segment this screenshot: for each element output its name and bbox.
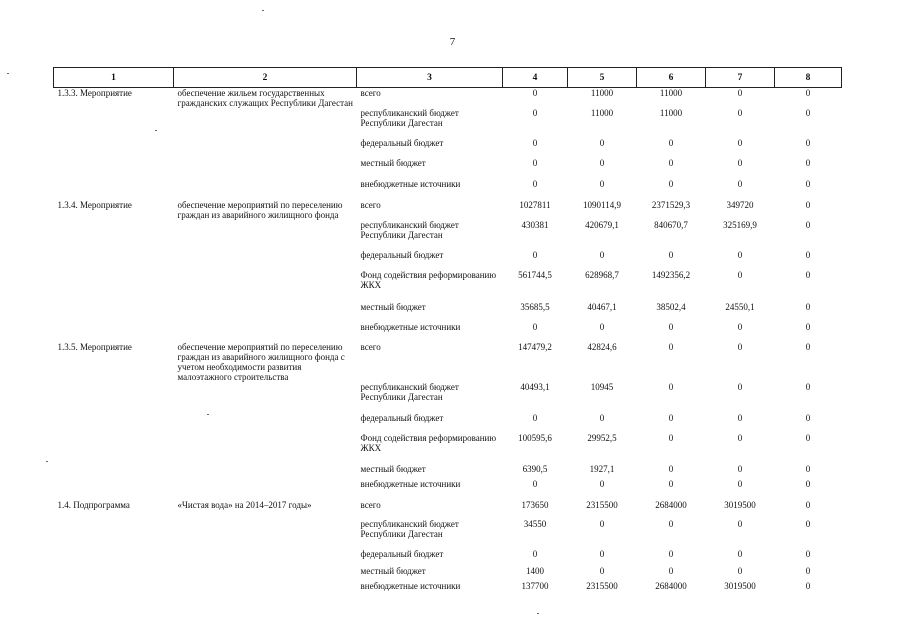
value-col-4: 430381 [521, 220, 549, 230]
value-col-6: 0 [668, 549, 674, 559]
value-col-6: 0 [668, 138, 674, 148]
page-number: 7 [449, 36, 456, 48]
item-number [54, 250, 174, 270]
column-header-4: 4 [503, 68, 568, 88]
item-description [174, 479, 357, 500]
value-col-6: 2684000 [655, 500, 687, 510]
item-description [174, 220, 357, 250]
item-description [174, 581, 357, 596]
value-col-4: 0 [532, 549, 538, 559]
value-col-6: 38502,4 [656, 302, 686, 312]
funding-source: федеральный бюджет [360, 250, 444, 260]
table-row [54, 382, 842, 413]
value-col-8: 0 [805, 108, 811, 118]
value-col-4: 173650 [521, 500, 549, 510]
table-row [54, 433, 842, 464]
value-col-4: 0 [532, 88, 538, 98]
funding-source: Фонд содействия реформированию ЖКХ [360, 270, 497, 290]
value-col-8: 0 [805, 581, 811, 591]
value-col-7: 0 [737, 158, 743, 168]
value-col-5: 628968,7 [585, 270, 619, 280]
funding-source: местный бюджет [360, 566, 426, 576]
item-number [54, 108, 174, 138]
item-number: 1.3.4. Мероприятие [57, 200, 132, 210]
scan-speck [7, 73, 9, 74]
funding-source: федеральный бюджет [360, 413, 444, 423]
value-col-7: 0 [737, 270, 743, 280]
value-col-6: 0 [668, 158, 674, 168]
value-col-8: 0 [805, 549, 811, 559]
item-description: обеспечение мероприятий по переселению граждан из аварийного жилищного фонда с учетом необходимости развития малоэтажного строительства [177, 342, 345, 382]
funding-source: республиканский бюджет Республики Дагестан [360, 108, 459, 128]
value-col-7: 3019500 [724, 581, 756, 591]
scan-speck [155, 130, 157, 131]
column-header-5: 5 [568, 68, 637, 88]
table-row [54, 479, 842, 500]
item-number [54, 464, 174, 479]
value-col-4: 40493,1 [520, 382, 550, 392]
table-row [54, 88, 842, 109]
value-col-7: 0 [737, 519, 743, 529]
value-col-5: 0 [599, 322, 605, 332]
funding-source: всего [360, 500, 381, 510]
table-row [54, 322, 842, 342]
table-row [54, 138, 842, 158]
value-col-5: 1090114,9 [583, 200, 621, 210]
value-col-8: 0 [805, 519, 811, 529]
value-col-7: 0 [737, 464, 743, 474]
value-col-6: 0 [668, 413, 674, 423]
value-col-4: 35685,5 [520, 302, 550, 312]
item-description [174, 549, 357, 566]
value-col-6: 1492356,2 [651, 270, 691, 280]
value-col-7: 0 [737, 479, 743, 489]
value-col-5: 0 [599, 179, 605, 189]
funding-source: Фонд содействия реформированию ЖКХ [360, 433, 497, 453]
value-col-7: 0 [737, 566, 743, 576]
value-col-8: 0 [805, 200, 811, 210]
column-header-3: 3 [357, 68, 503, 88]
item-number [54, 413, 174, 433]
item-number [54, 270, 174, 302]
item-number [54, 433, 174, 464]
value-col-8: 0 [805, 382, 811, 392]
funding-source: местный бюджет [360, 302, 426, 312]
header-row [54, 68, 842, 88]
value-col-5: 10945 [590, 382, 614, 392]
value-col-7: 0 [737, 382, 743, 392]
value-col-6: 840670,7 [654, 220, 688, 230]
column-header-2: 2 [174, 68, 357, 88]
value-col-5: 0 [599, 250, 605, 260]
table-row [54, 108, 842, 138]
item-number [54, 382, 174, 413]
value-col-7: 0 [737, 108, 743, 118]
table-row [54, 581, 842, 596]
item-number: 1.3.3. Мероприятие [57, 88, 132, 98]
value-col-5: 1927,1 [589, 464, 615, 474]
funding-source: республиканский бюджет Республики Дагестан [360, 220, 459, 240]
value-col-8: 0 [805, 500, 811, 510]
value-col-6: 2684000 [655, 581, 687, 591]
funding-source: внебюджетные источники [360, 322, 461, 332]
value-col-5: 0 [599, 566, 605, 576]
value-col-6: 0 [668, 322, 674, 332]
value-col-5: 0 [599, 138, 605, 148]
scan-speck [537, 613, 539, 614]
value-col-6: 0 [668, 464, 674, 474]
item-number: 1.3.5. Мероприятие [57, 342, 132, 352]
value-col-5: 0 [599, 519, 605, 529]
value-col-6: 2371529,3 [651, 200, 691, 210]
value-col-7: 349720 [726, 200, 754, 210]
value-col-6: 11000 [659, 88, 683, 98]
value-col-8: 0 [805, 220, 811, 230]
value-col-8: 0 [805, 413, 811, 423]
item-number [54, 479, 174, 500]
table-row [54, 270, 842, 302]
value-col-8: 0 [805, 88, 811, 98]
value-col-4: 147479,2 [518, 342, 552, 352]
value-col-7: 3019500 [724, 500, 756, 510]
table-row [54, 342, 842, 382]
item-description [174, 250, 357, 270]
scan-speck [262, 10, 264, 11]
item-description: обеспечение жильем государственных гражданских служащих Республики Дагестан [177, 88, 353, 108]
funding-source: местный бюджет [360, 464, 426, 474]
value-col-7: 0 [737, 322, 743, 332]
value-col-6: 0 [668, 342, 674, 352]
value-col-6: 0 [668, 519, 674, 529]
value-col-5: 0 [599, 549, 605, 559]
funding-source: внебюджетные источники [360, 179, 461, 189]
item-description [174, 519, 357, 549]
value-col-4: 0 [532, 250, 538, 260]
item-description [174, 322, 357, 342]
funding-table [53, 67, 842, 596]
value-col-7: 0 [737, 88, 743, 98]
value-col-4: 0 [532, 108, 538, 118]
value-col-6: 0 [668, 382, 674, 392]
table-row [54, 549, 842, 566]
value-col-4: 0 [532, 179, 538, 189]
funding-source: республиканский бюджет Республики Дагестан [360, 519, 459, 539]
value-col-6: 0 [668, 433, 674, 443]
value-col-7: 24550,1 [725, 302, 755, 312]
value-col-5: 0 [599, 158, 605, 168]
value-col-8: 0 [805, 158, 811, 168]
value-col-5: 2315500 [586, 581, 618, 591]
item-number [54, 220, 174, 250]
table-row [54, 464, 842, 479]
funding-source: внебюджетные источники [360, 479, 461, 489]
column-header-8: 8 [775, 68, 842, 88]
item-description: «Чистая вода» на 2014–2017 годы» [177, 500, 312, 510]
item-number [54, 302, 174, 322]
funding-source: федеральный бюджет [360, 549, 444, 559]
item-number [54, 581, 174, 596]
value-col-5: 0 [599, 479, 605, 489]
value-col-7: 325169,9 [723, 220, 757, 230]
table-row [54, 250, 842, 270]
value-col-7: 0 [737, 138, 743, 148]
value-col-8: 0 [805, 433, 811, 443]
table-row [54, 519, 842, 549]
funding-source: республиканский бюджет Республики Дагестан [360, 382, 459, 402]
value-col-5: 29952,5 [587, 433, 617, 443]
column-header-1: 1 [54, 68, 174, 88]
value-col-4: 6390,5 [522, 464, 548, 474]
value-col-7: 0 [737, 342, 743, 352]
value-col-4: 0 [532, 479, 538, 489]
funding-source: всего [360, 200, 381, 210]
value-col-5: 420679,1 [585, 220, 619, 230]
funding-source: местный бюджет [360, 158, 426, 168]
item-description [174, 566, 357, 581]
funding-source: внебюджетные источники [360, 581, 461, 591]
value-col-8: 0 [805, 250, 811, 260]
value-col-5: 42824,6 [587, 342, 617, 352]
value-col-8: 0 [805, 479, 811, 489]
value-col-7: 0 [737, 433, 743, 443]
table-row [54, 500, 842, 519]
item-description [174, 302, 357, 322]
column-header-7: 7 [706, 68, 775, 88]
value-col-4: 1400 [526, 566, 544, 576]
value-col-5: 2315500 [586, 500, 618, 510]
value-col-8: 0 [805, 270, 811, 280]
item-number [54, 158, 174, 179]
item-description [174, 413, 357, 433]
value-col-6: 0 [668, 479, 674, 489]
value-col-4: 0 [532, 322, 538, 332]
value-col-8: 0 [805, 322, 811, 332]
value-col-8: 0 [805, 342, 811, 352]
value-col-8: 0 [805, 138, 811, 148]
table-row [54, 179, 842, 200]
value-col-4: 0 [532, 158, 538, 168]
value-col-8: 0 [805, 179, 811, 189]
value-col-6: 0 [668, 250, 674, 260]
table-row [54, 200, 842, 220]
value-col-4: 1027811 [519, 200, 551, 210]
value-col-4: 0 [532, 413, 538, 423]
item-description [174, 270, 357, 302]
item-description [174, 108, 357, 138]
item-number [54, 138, 174, 158]
value-col-7: 0 [737, 549, 743, 559]
funding-source: федеральный бюджет [360, 138, 444, 148]
value-col-4: 561744,5 [518, 270, 552, 280]
item-description [174, 382, 357, 413]
item-number [54, 519, 174, 549]
value-col-8: 0 [805, 302, 811, 312]
column-header-6: 6 [637, 68, 706, 88]
value-col-4: 100595,6 [518, 433, 552, 443]
value-col-7: 0 [737, 250, 743, 260]
item-description: обеспечение мероприятий по переселению граждан из аварийного жилищного фонда [177, 200, 343, 220]
scan-speck [207, 414, 209, 415]
value-col-4: 34550 [523, 519, 547, 529]
item-description [174, 179, 357, 200]
table-row [54, 566, 842, 581]
item-number [54, 566, 174, 581]
item-number [54, 549, 174, 566]
value-col-5: 11000 [590, 88, 614, 98]
value-col-8: 0 [805, 566, 811, 576]
value-col-5: 0 [599, 413, 605, 423]
value-col-6: 0 [668, 566, 674, 576]
value-col-6: 0 [668, 179, 674, 189]
value-col-8: 0 [805, 464, 811, 474]
item-description [174, 138, 357, 158]
value-col-7: 0 [737, 179, 743, 189]
item-number: 1.4. Подпрограмма [57, 500, 130, 510]
scan-speck [46, 461, 48, 462]
table-row [54, 413, 842, 433]
value-col-5: 11000 [590, 108, 614, 118]
value-col-6: 11000 [659, 108, 683, 118]
table-row [54, 158, 842, 179]
item-number [54, 179, 174, 200]
table-row [54, 302, 842, 322]
funding-source: всего [360, 88, 381, 98]
item-description [174, 433, 357, 464]
item-description [174, 158, 357, 179]
value-col-4: 137700 [521, 581, 549, 591]
item-number [54, 322, 174, 342]
value-col-7: 0 [737, 413, 743, 423]
value-col-4: 0 [532, 138, 538, 148]
item-description [174, 464, 357, 479]
funding-source: всего [360, 342, 381, 352]
value-col-5: 40467,1 [587, 302, 617, 312]
table-row [54, 220, 842, 250]
